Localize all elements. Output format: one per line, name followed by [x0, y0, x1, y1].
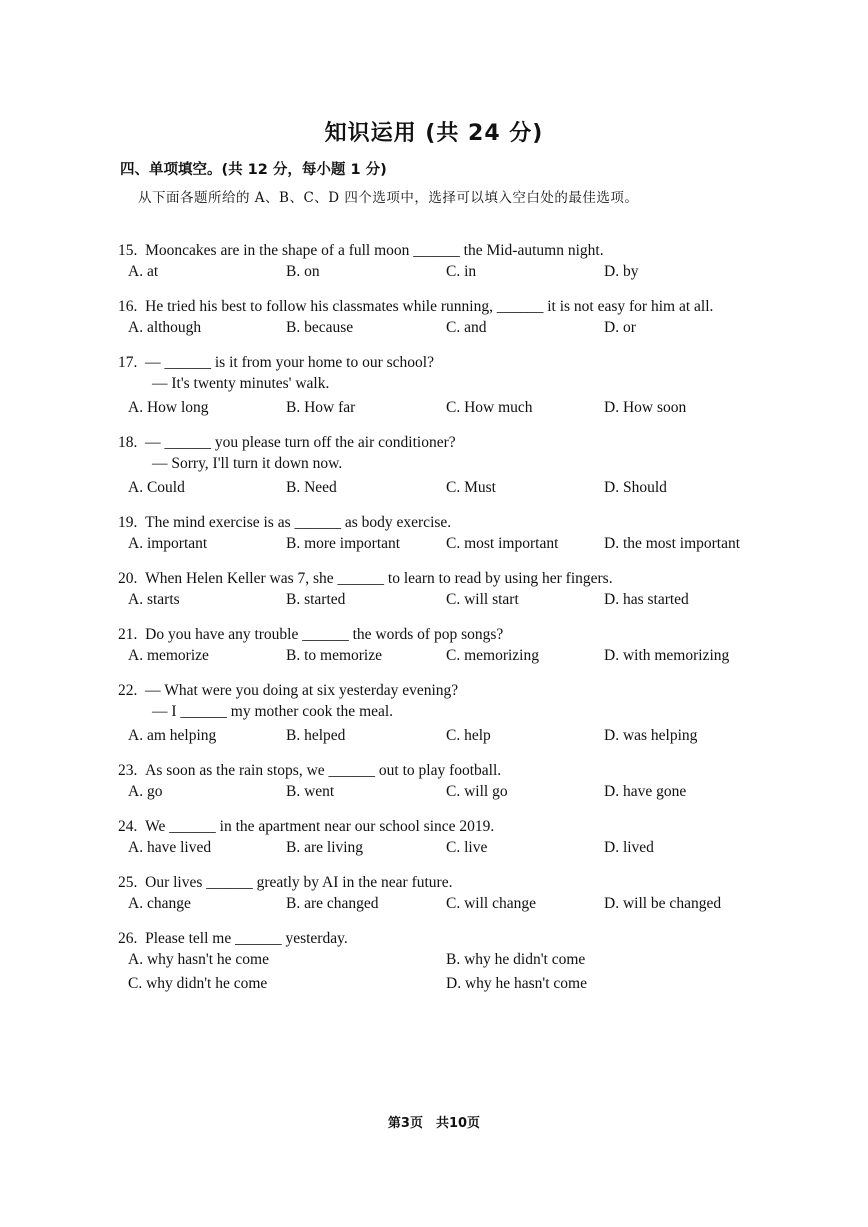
answer-option: D. or: [604, 319, 636, 336]
answer-option: D. why he hasn't come: [446, 975, 587, 992]
answer-option: B. why he didn't come: [446, 951, 586, 968]
answer-option: B. are changed: [286, 895, 379, 912]
answer-option: B. went: [286, 783, 335, 800]
section-heading: 四、单项填空。(共 12 分，每小题 1 分): [120, 162, 387, 178]
question-stem: [118, 568, 818, 589]
question-item: [118, 872, 818, 914]
dialogue-response: — Sorry, I'll turn it down now.: [152, 455, 343, 472]
options-row: [118, 533, 818, 554]
answer-option: A. starts: [128, 591, 180, 608]
answer-option: C. How much: [446, 399, 533, 416]
answer-option: A. at: [128, 263, 159, 280]
question-item: [118, 512, 818, 554]
answer-option: B. because: [286, 319, 354, 336]
question-list: [118, 240, 818, 1011]
question-stem: [118, 816, 818, 837]
answer-option: A. although: [128, 319, 202, 336]
question-text: Please tell me ______ yesterday.: [145, 930, 348, 947]
question-item: [118, 568, 818, 610]
options-row: [118, 645, 818, 666]
answer-option: D. will be changed: [604, 895, 722, 912]
answer-option: A. am helping: [128, 727, 217, 744]
question-text: — What were you doing at six yesterday evening?: [145, 682, 459, 699]
question-stem: [118, 624, 818, 645]
page-footer: 第3页 共10页: [387, 1116, 481, 1131]
answer-option: D. How soon: [604, 399, 687, 416]
options-row: [118, 949, 818, 973]
answer-option: C. will go: [446, 783, 508, 800]
answer-option: D. with memorizing: [604, 647, 730, 664]
question-stem: [118, 760, 818, 781]
options-row: [118, 477, 818, 498]
question-item: [118, 680, 818, 746]
question-stem: [118, 872, 818, 893]
question-text: As soon as the rain stops, we ______ out to play football.: [145, 762, 502, 779]
answer-option: A. important: [128, 535, 208, 552]
answer-option: D. by: [604, 263, 639, 280]
question-number: 16.: [118, 298, 138, 315]
question-text: Do you have any trouble ______ the words of pop songs?: [145, 626, 504, 643]
question-stem: [118, 512, 818, 533]
question-item: [118, 928, 818, 997]
question-number: 19.: [118, 514, 138, 531]
question-number: 21.: [118, 626, 138, 643]
answer-option: B. Need: [286, 479, 337, 496]
dialogue-response: — It's twenty minutes' walk.: [152, 375, 330, 392]
answer-option: B. started: [286, 591, 346, 608]
answer-option: C. memorizing: [446, 647, 539, 664]
options-row: [118, 261, 818, 282]
answer-option: C. live: [446, 839, 488, 856]
answer-option: A. have lived: [128, 839, 212, 856]
options-row: [118, 781, 818, 802]
question-item: [118, 624, 818, 666]
answer-option: D. the most important: [604, 535, 741, 552]
answer-option: C. why didn't he come: [128, 975, 268, 992]
dialogue-response: — I ______ my mother cook the meal.: [152, 703, 394, 720]
answer-option: A. go: [128, 783, 163, 800]
answer-option: A. memorize: [128, 647, 209, 664]
answer-option: D. lived: [604, 839, 654, 856]
answer-option: A. why hasn't he come: [128, 951, 269, 968]
answer-option: C. most important: [446, 535, 559, 552]
answer-option: C. Must: [446, 479, 496, 496]
question-number: 15.: [118, 242, 138, 259]
question-number: 22.: [118, 682, 138, 699]
question-text: We ______ in the apartment near our school since 2019.: [145, 818, 495, 835]
question-text: Mooncakes are in the shape of a full moon ______ the Mid-autumn night.: [145, 242, 604, 259]
answer-option: C. in: [446, 263, 477, 280]
options-row: [118, 589, 818, 610]
answer-option: B. How far: [286, 399, 356, 416]
answer-option: C. help: [446, 727, 491, 744]
question-stem: [118, 352, 818, 373]
answer-option: C. will start: [446, 591, 519, 608]
question-text: He tried his best to follow his classmates while running, ______ it is not easy for him at all.: [145, 298, 714, 315]
options-row: [118, 397, 818, 418]
answer-option: D. has started: [604, 591, 689, 608]
question-text: Our lives ______ greatly by AI in the near future.: [145, 874, 453, 891]
question-item: [118, 240, 818, 282]
question-item: [118, 816, 818, 858]
answer-option: D. Should: [604, 479, 667, 496]
question-number: 20.: [118, 570, 138, 587]
answer-option: B. helped: [286, 727, 346, 744]
question-number: 17.: [118, 354, 138, 371]
question-text: — ______ you please turn off the air conditioner?: [145, 434, 456, 451]
question-number: 26.: [118, 930, 138, 947]
question-number: 25.: [118, 874, 138, 891]
answer-option: D. have gone: [604, 783, 687, 800]
question-stem: [118, 240, 818, 261]
question-stem: [118, 680, 818, 701]
answer-option: B. are living: [286, 839, 364, 856]
answer-option: D. was helping: [604, 727, 698, 744]
question-stem: [118, 296, 818, 317]
question-stem: [118, 432, 818, 453]
options-row: [118, 837, 818, 858]
question-number: 23.: [118, 762, 138, 779]
question-text: — ______ is it from your home to our school?: [145, 354, 434, 371]
page-title: 知识运用 (共 24 分): [324, 121, 544, 146]
question-item: [118, 432, 818, 498]
answer-option: A. How long: [128, 399, 209, 416]
options-row: [118, 317, 818, 338]
section-instruction: 从下面各题所给的 A、B、C、D 四个选项中，选择可以填入空白处的最佳选项。: [138, 190, 639, 206]
question-number: 18.: [118, 434, 138, 451]
question-text: The mind exercise is as ______ as body exercise.: [145, 514, 452, 531]
question-item: [118, 760, 818, 802]
answer-option: C. will change: [446, 895, 536, 912]
options-row: [118, 893, 818, 914]
answer-option: B. to memorize: [286, 647, 382, 664]
answer-option: C. and: [446, 319, 487, 336]
answer-option: A. Could: [128, 479, 185, 496]
question-item: [118, 352, 818, 418]
options-row: [118, 973, 818, 997]
question-number: 24.: [118, 818, 138, 835]
question-stem: [118, 928, 818, 949]
question-text: When Helen Keller was 7, she ______ to learn to read by using her fingers.: [145, 570, 613, 587]
answer-option: B. more important: [286, 535, 401, 552]
answer-option: A. change: [128, 895, 191, 912]
options-row: [118, 725, 818, 746]
answer-option: B. on: [286, 263, 320, 280]
question-item: [118, 296, 818, 338]
